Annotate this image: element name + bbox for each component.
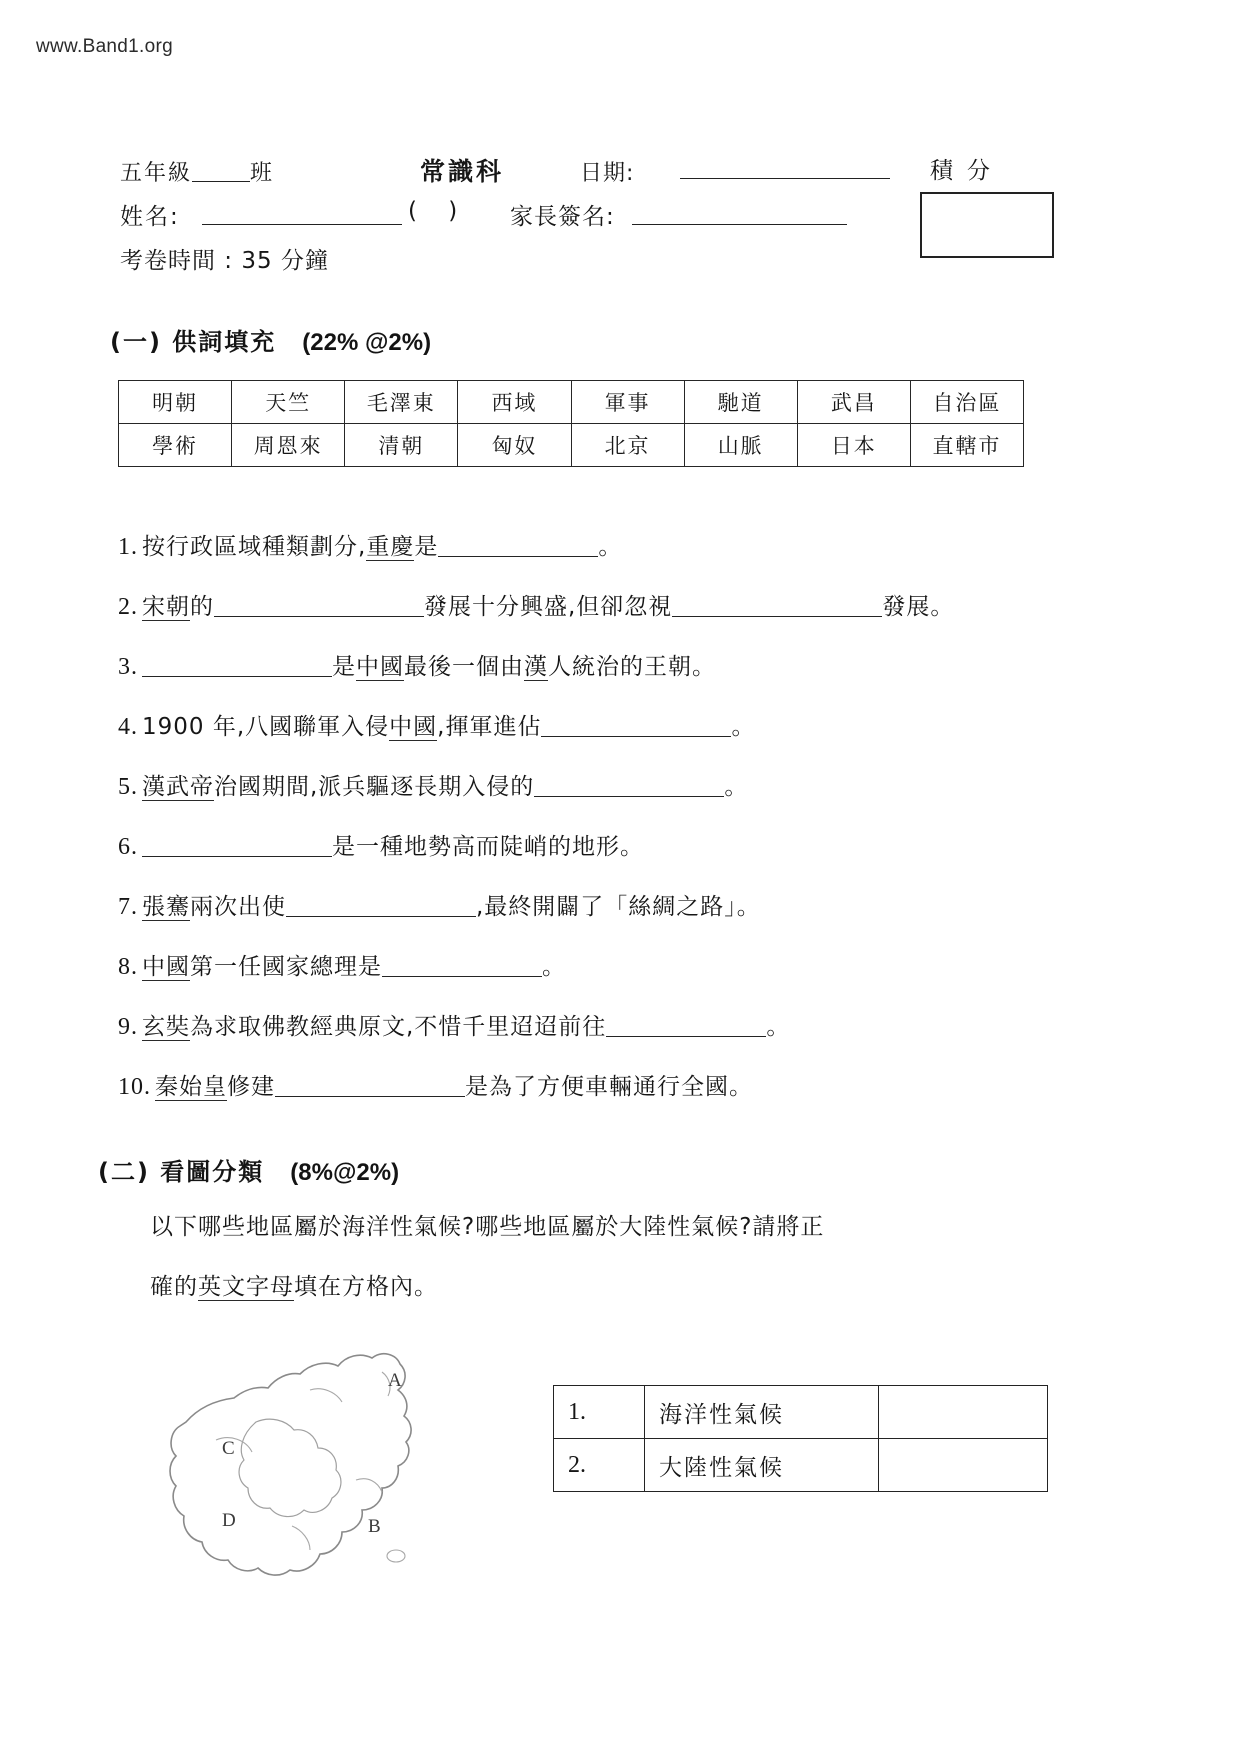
question-text: 最後一個由 bbox=[404, 654, 524, 680]
map-label-a: A bbox=[388, 1370, 402, 1391]
question-emphasis: 張騫 bbox=[142, 894, 190, 920]
word-bank-cell[interactable]: 北京 bbox=[571, 424, 684, 467]
header-row-3 bbox=[120, 240, 1120, 284]
question-text: 。 bbox=[731, 714, 756, 740]
table-row bbox=[554, 1439, 1048, 1492]
word-bank-cell[interactable]: 周恩來 bbox=[232, 424, 345, 467]
mark-label: 積分 bbox=[930, 158, 1004, 184]
question-number: 6. bbox=[118, 834, 138, 860]
question-text: 1900 年,八國聯軍入侵 bbox=[142, 714, 390, 740]
question-text: 。 bbox=[598, 534, 623, 560]
subject-title: 常識科 bbox=[420, 157, 505, 186]
header-row-1 bbox=[120, 150, 1120, 194]
section-one-marks: (22% @2%) bbox=[302, 329, 432, 356]
word-bank-cell[interactable]: 西域 bbox=[458, 381, 571, 424]
question-emphasis: 秦始皇 bbox=[155, 1074, 227, 1100]
question-number: 4. bbox=[118, 714, 138, 740]
question-text: 。 bbox=[766, 1014, 791, 1040]
word-bank-cell[interactable]: 匈奴 bbox=[458, 424, 571, 467]
worksheet-header bbox=[120, 150, 1120, 284]
guardian-signature-label: 家長簽名: bbox=[510, 204, 615, 230]
map-label-c: C bbox=[222, 1438, 235, 1459]
instruction-emphasis: 英文字母 bbox=[198, 1274, 294, 1300]
instruction-text: 填在方格內。 bbox=[294, 1274, 438, 1300]
question-number: 1. bbox=[118, 534, 138, 560]
header-row-2 bbox=[120, 194, 1120, 240]
question-emphasis: 重慶 bbox=[366, 534, 415, 560]
word-bank-cell[interactable]: 日本 bbox=[797, 424, 910, 467]
climate-answer-cell[interactable] bbox=[879, 1386, 1048, 1439]
question-7 bbox=[118, 888, 761, 921]
question-10 bbox=[118, 1068, 753, 1101]
grade-prefix: 五年級 bbox=[120, 161, 193, 186]
question-number: 2. bbox=[118, 594, 138, 620]
row-index: 2. bbox=[554, 1439, 645, 1492]
name-input-line[interactable] bbox=[202, 224, 402, 225]
word-bank-table bbox=[118, 380, 1024, 467]
section-two-instruction-line-2 bbox=[150, 1268, 438, 1301]
question-6 bbox=[118, 828, 644, 861]
class-number-parenthesis[interactable]: ( ) bbox=[408, 198, 470, 224]
climate-answer-cell[interactable] bbox=[879, 1439, 1048, 1492]
question-number: 3. bbox=[118, 654, 138, 680]
climate-type-label: 大陸性氣候 bbox=[645, 1439, 879, 1492]
question-text: 是為了方便車輛通行全國。 bbox=[465, 1074, 753, 1100]
question-emphasis: 宋朝 bbox=[142, 594, 190, 620]
section-one-heading bbox=[110, 322, 431, 357]
question-text: 。 bbox=[724, 774, 749, 800]
question-text: 是 bbox=[414, 534, 439, 560]
question-3 bbox=[118, 648, 716, 681]
section-two-marks: (8%@2%) bbox=[290, 1159, 400, 1186]
row-index: 1. bbox=[554, 1386, 645, 1439]
word-bank-cell[interactable]: 明朝 bbox=[119, 381, 232, 424]
word-bank-cell[interactable]: 直轄市 bbox=[910, 424, 1023, 467]
question-text: 。 bbox=[542, 954, 566, 980]
map-label-d: D bbox=[222, 1510, 236, 1531]
question-number: 5. bbox=[118, 774, 138, 800]
question-emphasis: 中國 bbox=[142, 954, 190, 980]
china-map-figure bbox=[160, 1330, 460, 1600]
guardian-signature-line[interactable] bbox=[632, 224, 847, 225]
question-text: ,揮軍進佔 bbox=[437, 714, 542, 740]
grade-field bbox=[120, 156, 274, 187]
question-text: 發展。 bbox=[882, 594, 955, 620]
word-bank-cell[interactable]: 軍事 bbox=[571, 381, 684, 424]
answer-blank[interactable] bbox=[438, 535, 598, 557]
question-text: 第一任國家總理是 bbox=[190, 954, 382, 980]
question-text: 的 bbox=[190, 594, 214, 620]
question-text: 修建 bbox=[227, 1074, 275, 1100]
instruction-text: 確的 bbox=[150, 1274, 198, 1300]
answer-blank[interactable] bbox=[214, 595, 424, 617]
china-map-outline bbox=[160, 1330, 460, 1600]
question-8 bbox=[118, 948, 566, 981]
section-two-title: (二) 看圖分類 bbox=[98, 1158, 265, 1186]
table-row bbox=[119, 381, 1024, 424]
word-bank-cell[interactable]: 毛澤東 bbox=[345, 381, 458, 424]
question-emphasis: 漢 bbox=[524, 654, 548, 680]
date-label: 日期: bbox=[580, 161, 635, 186]
question-text: 人統治的王朝。 bbox=[548, 654, 716, 680]
exam-duration: 考卷時間 : 35 分鐘 bbox=[120, 248, 329, 274]
word-bank-cell[interactable]: 自治區 bbox=[910, 381, 1023, 424]
answer-blank[interactable] bbox=[541, 715, 731, 737]
date-input-line[interactable] bbox=[680, 178, 890, 179]
question-number: 7. bbox=[118, 894, 138, 920]
answer-blank[interactable] bbox=[672, 595, 882, 617]
question-text: 兩次出使 bbox=[190, 894, 286, 920]
climate-type-label: 海洋性氣候 bbox=[645, 1386, 879, 1439]
table-row bbox=[554, 1386, 1048, 1439]
question-emphasis: 玄奘 bbox=[142, 1014, 190, 1040]
question-text: 是 bbox=[332, 654, 356, 680]
question-text: 按行政區域種類劃分, bbox=[142, 534, 367, 560]
question-number: 10. bbox=[118, 1074, 151, 1100]
question-2 bbox=[118, 588, 954, 621]
answer-blank[interactable] bbox=[606, 1015, 766, 1037]
word-bank-cell[interactable]: 學術 bbox=[119, 424, 232, 467]
table-row bbox=[119, 424, 1024, 467]
section-one-title: (一) 供詞填充 bbox=[110, 328, 277, 356]
question-emphasis: 漢武帝 bbox=[142, 774, 214, 800]
question-text: 發展十分興盛,但卻忽視 bbox=[424, 594, 673, 620]
answer-blank[interactable] bbox=[286, 895, 476, 917]
grade-suffix: 班 bbox=[250, 161, 275, 186]
question-emphasis: 中國 bbox=[389, 714, 438, 740]
section-two-instruction-line-1: 以下哪些地區屬於海洋性氣候?哪些地區屬於大陸性氣候?請將正 bbox=[150, 1214, 825, 1240]
answer-blank[interactable] bbox=[142, 835, 332, 857]
answer-blank[interactable] bbox=[275, 1075, 465, 1097]
question-text: 是一種地勢高而陡峭的地形。 bbox=[332, 834, 644, 860]
site-url-watermark: www.Band1.org bbox=[36, 36, 173, 57]
word-bank-cell[interactable]: 天竺 bbox=[232, 381, 345, 424]
word-bank-cell[interactable]: 馳道 bbox=[684, 381, 797, 424]
grade-blank[interactable] bbox=[192, 161, 250, 182]
answer-blank[interactable] bbox=[382, 955, 542, 977]
word-bank-cell[interactable]: 清朝 bbox=[345, 424, 458, 467]
map-label-b: B bbox=[368, 1516, 381, 1537]
question-number: 9. bbox=[118, 1014, 138, 1040]
climate-classification-table bbox=[553, 1385, 1048, 1492]
question-emphasis: 中國 bbox=[356, 654, 404, 680]
question-text: 治國期間,派兵驅逐長期入侵的 bbox=[214, 774, 535, 800]
question-number: 8. bbox=[118, 954, 138, 980]
question-1 bbox=[118, 528, 622, 561]
word-bank-cell[interactable]: 山脈 bbox=[684, 424, 797, 467]
answer-blank[interactable] bbox=[534, 775, 724, 797]
question-text: 為求取佛教經典原文,不惜千里迢迢前往 bbox=[190, 1014, 607, 1040]
name-label: 姓名: bbox=[120, 204, 180, 230]
question-text: ,最終開闢了「絲綢之路」。 bbox=[476, 894, 761, 920]
answer-blank[interactable] bbox=[142, 655, 332, 677]
section-two-heading bbox=[98, 1152, 399, 1187]
word-bank-cell[interactable]: 武昌 bbox=[797, 381, 910, 424]
question-9 bbox=[118, 1008, 790, 1041]
question-4 bbox=[118, 708, 755, 741]
question-5 bbox=[118, 768, 748, 801]
